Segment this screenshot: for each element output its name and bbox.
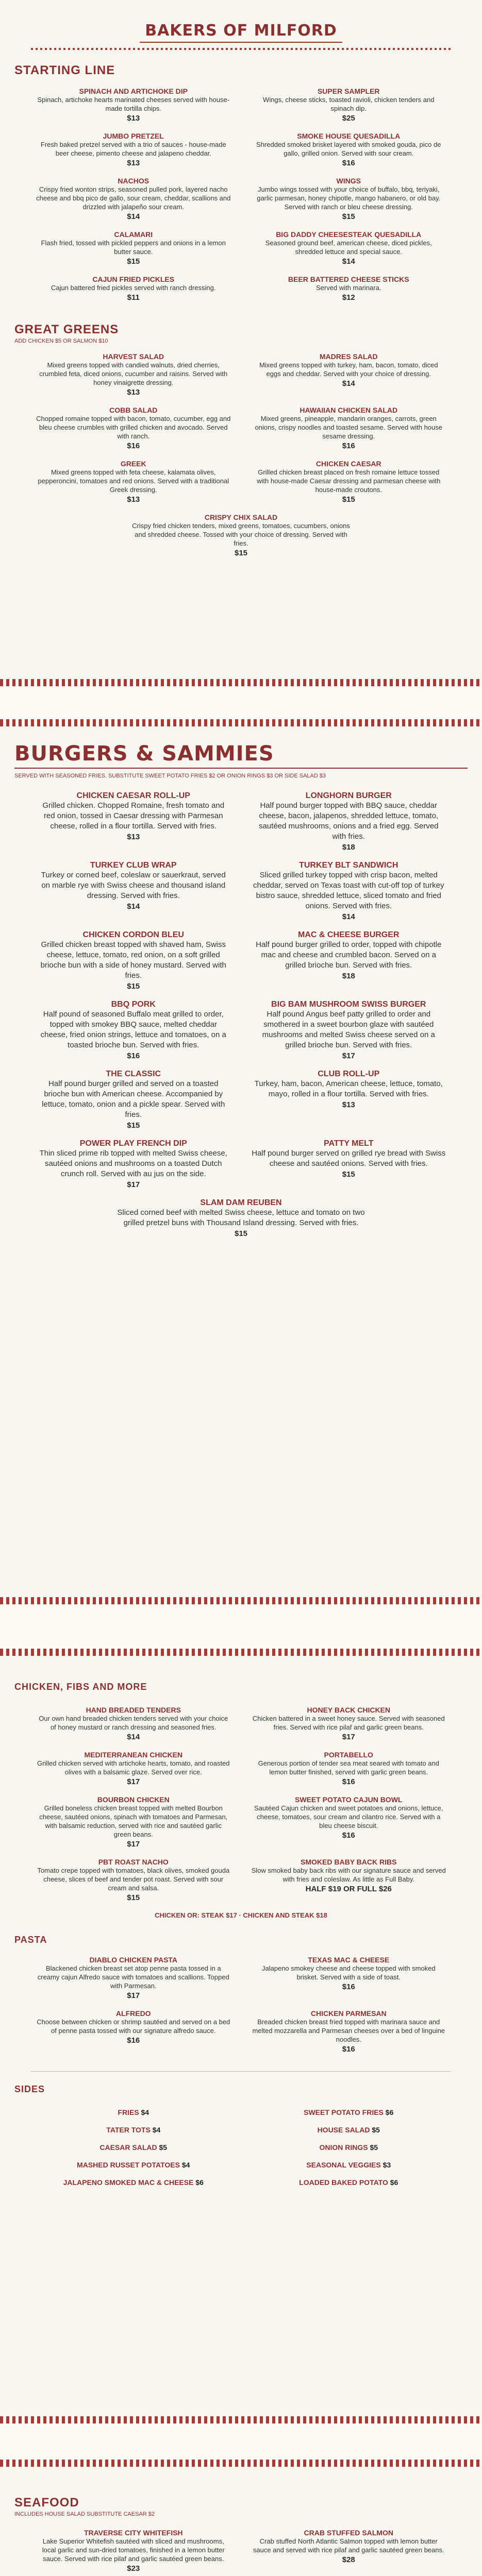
greens-note: ADD CHICKEN $5 OR SALMON $10 xyxy=(14,338,108,344)
menu-item: BEER BATTERED CHEESE STICKS Served with marinara. $12 xyxy=(288,275,409,302)
sides-title: SIDES xyxy=(14,2084,45,2094)
menu-item: POWER PLAY FRENCH DIP Thin sliced prime rib topped with melted Swiss cheese, sautéed onions and mushrooms on a toasted Dutch crunch roll. Served with au jus on the side. $17 xyxy=(39,1139,227,1189)
menu-item: GREEK Mixed greens topped with feta cheese, kalamata olives, pepperoncini, tomatoes and red onions. Served with a traditional Greek dressing. $13 xyxy=(38,460,229,504)
menu-item: WINGS Jumbo wings tossed with your choice of buffalo, bbq, teriyaki, garlic parmesan, honey chipotle, mango habanero, or old bay. Served with ranch or bleu cheese dressing. $15 xyxy=(257,177,441,221)
menu-item-center: SLAM DAM REUBEN Sliced corned beef with melted Swiss cheese, lettuce and tomato on two grilled pretzel buns with Thousand Island dressing. Served with fries. $15 xyxy=(117,1198,365,1238)
stripe-divider xyxy=(0,1597,482,1604)
menu-item: CAJUN FRIED PICKLES Cajun battered fried pickles served with ranch dressing. $11 xyxy=(51,275,216,302)
side-item: TATER TOTS $4 xyxy=(106,2126,161,2134)
greens-items xyxy=(0,352,482,513)
menu-item: MEDITERRANEAN CHICKEN Grilled chicken served with artichoke hearts, tomato, and roasted olives with a balsamic glaze. Served over rice. $17 xyxy=(37,1751,230,1786)
header-divider xyxy=(31,48,451,50)
menu-item: PORTABELLO Generous portion of tender sea meat seared with tomato and lemon butter finished, served with garlic green beans. $16 xyxy=(258,1751,439,1786)
menu-item: HONEY BACK CHICKEN Chicken battered in a sweet honey sauce. Served with seasoned fries. Served with rice pilaf and garlic green beans. $17 xyxy=(252,1706,445,1741)
menu-item: TEXAS MAC & CHEESE Jalapeno smokey cheese and cheese topped with smoked brisket. Served with a side of toast. $16 xyxy=(261,1956,436,1991)
menu-item: MADRES SALAD Mixed greens topped with turkey, ham, bacon, tomato, diced eggs and cheddar. Served with your choice of dressing. $14 xyxy=(259,352,438,388)
menu-item: TRAVERSE CITY WHITEFISH Lake Superior Whitefish sautéed with sliced and mushrooms, local garlic and sun-dried tomatoes, finished in a lemon butter sauce. Served with rice pilaf and garlic sautéed green beans. $23 xyxy=(42,2529,225,2573)
pasta-items xyxy=(0,1956,482,2063)
greens-title: GREAT GREENS xyxy=(14,323,119,336)
spacer xyxy=(0,1604,482,1649)
menu-item: SWEET POTATO CAJUN BOWL Sautéed Cajun chicken and sweet potatoes and onions, lettuce, cheese, tomatoes, sour cream and cilantro rice. Served with a bleu cheese biscuit. $16 xyxy=(254,1795,443,1840)
stripe-divider xyxy=(0,2460,482,2467)
menu-item: MAC & CHEESE BURGER Half pound burger grilled to order, topped with chipotle mac and cheese and crumbled bacon. Served on a grilled brioche bun. Served with fries. $18 xyxy=(256,930,442,980)
stripe-divider xyxy=(0,719,482,726)
side-item: FRIES $4 xyxy=(118,2108,149,2116)
menu-item: SMOKED BABY BACK RIBS Slow smoked baby back ribs with our signature sauce and served with fries and coleslaw. As little as Full Baby. HALF $19 OR FULL $26 xyxy=(251,1858,446,1893)
menu-item: HAWAIIAN CHICKEN SALAD Mixed greens, pineapple, mandarin oranges, carrots, green onions, crispy noodles and toasted sesame. Served with house sesame dressing. $16 xyxy=(255,406,442,450)
menu-item: SPINACH AND ARTICHOKE DIP Spinach, artichoke hearts marinated cheeses served with house-made tortilla chips. $13 xyxy=(37,87,230,123)
side-item: HOUSE SALAD $5 xyxy=(317,2126,380,2134)
menu-item: SUPER SAMPLER Wings, cheese sticks, toasted ravioli, chicken tenders and spinach dip. $25 xyxy=(263,87,435,123)
spacer xyxy=(0,686,482,719)
menu-item: DIABLO CHICKEN PASTA Blackened chicken breast set atop penne pasta tossed in a creamy cajun Alfredo sauce with tomatoes and scallions. Topped with Parmesan. $17 xyxy=(37,1956,229,2000)
menu-item: BOURBON CHICKEN Grilled boneless chicken breast topped with melted Bourbon cheese, sautéed onions, spinach with tomatoes and Parmesan, with balsamic reduction, served with rice and sautéed garlic green beans. $17 xyxy=(39,1795,228,1849)
sides-items xyxy=(0,2108,482,2196)
menu-item: COBB SALAD Chopped romaine topped with bacon, tomato, cucumber, egg and bleu cheese crumbles with grilled chicken and avocado. Served with ranch. $16 xyxy=(36,406,231,450)
menu-item: CHICKEN CAESAR ROLL-UP Grilled chicken. Chopped Romaine, fresh tomato and red onion, tossed in Caesar dressing with Parmesan cheese, rolled in a flour tortilla. Served with fries. $13 xyxy=(42,791,225,841)
menu-item: LONGHORN BURGER Half pound burger topped with BBQ sauce, cheddar cheese, bacon, jalapenos, shredded lettuce, tomato, sautéed mushrooms, onions and a fried egg. Served with fries. $18 xyxy=(258,791,439,852)
side-item: JALAPENO SMOKED MAC & CHEESE $6 xyxy=(63,2178,204,2187)
menu-item: HARVEST SALAD Mixed greens topped with candied walnuts, dried cherries, crumbled feta, diced onions, cucumber and raisins. Served with honey vinaigrette dressing. $13 xyxy=(39,352,228,397)
side-item: SEASONAL VEGGIES $3 xyxy=(306,2161,391,2169)
seafood-steak-section xyxy=(0,2467,482,2576)
menu-item: TURKEY BLT SANDWICH Sliced grilled turkey topped with crisp bacon, melted cheddar, served on Texas toast with cut-off top of turkey bistro sauce, shredded lettuce, sliced tomato and fried onions. Served with fries. $14 xyxy=(253,861,444,921)
menu-item: NACHOS Crispy fried wonton strips, seasoned pulled pork, layered nacho cheese and bbq pico de gallo, sour cream, cheddar, scallions and drizzled with jalapeño sour cream. $14 xyxy=(36,177,231,221)
menu-item: CALAMARI Flash fried, tossed with pickled peppers and onions in a lemon butter sauce. $15 xyxy=(41,230,226,266)
burgers-note: SERVED WITH SEASONED FRIES. SUBSTITUTE SWEET POTATO FRIES $2 OR ONION RINGS $3 OR SIDE SALAD $3 xyxy=(14,773,326,779)
menu-item: JUMBO PRETZEL Fresh baked pretzel served with a trio of sauces - house-made beer cheese, pimento cheese and jalapeno cheddar. $13 xyxy=(40,132,226,167)
menu-item: BBQ PORK Half pound of seasoned Buffalo meat grilled to order, topped with smokey BBQ sauce, melted cheddar cheese, fried onion strings, lettuce and tomatoes, on a toasted brioche bun. Served with fries. $16 xyxy=(40,1000,226,1060)
menu-item: SMOKE HOUSE QUESADILLA Shredded smoked brisket layered with smoked gouda, pico de gallo, grilled onion. Served with sour cream. $16 xyxy=(256,132,441,167)
menu-item: CRAB STUFFED SALMON Crab stuffed North Atlantic Salmon topped with lemon butter sauce and served with rice pilaf and garlic sautéed green beans. $28 xyxy=(253,2529,444,2564)
starting-items xyxy=(0,87,482,311)
menu-item-center: CRISPY CHIX SALAD Crispy fried chicken tenders, mixed greens, tomatoes, cucumbers, onions and shredded cheese. Tossed with your choice of dressing. Served with fries. $15 xyxy=(132,513,350,557)
menu-item: CHICKEN CORDON BLEU Grilled chicken breast topped with shaved ham, Swiss cheese, lettuce, tomato, red onion, on a soft grilled brioche bun with a side of honey mustard. Served with fries. $15 xyxy=(40,930,226,991)
chicken-notice: CHICKEN OR: STEAK $17 · CHICKEN AND STEAK $18 xyxy=(155,1911,327,1919)
side-item: LOADED BAKED POTATO $6 xyxy=(299,2178,398,2187)
side-item: MASHED RUSSET POTATOES $4 xyxy=(77,2161,190,2169)
menu-item: BIG BAM MUSHROOM SWISS BURGER Half pound Angus beef patty grilled to order and smothered in a sweet bourbon glaze with sautéed mushrooms and melted Swiss cheese served on a grilled brioche bun. Served with fries. $17 xyxy=(262,1000,435,1060)
burgers-underline xyxy=(14,768,468,769)
menu-item: PATTY MELT Half pound burger served on grilled rye bread with Swiss cheese and sautéed onions. Served with fries. $15 xyxy=(252,1139,446,1179)
seafood-items xyxy=(0,2529,482,2576)
pasta-title: PASTA xyxy=(14,1935,47,1945)
menu-item: PBT ROAST NACHO Tomato crepe topped with tomatoes, black olives, smoked gouda cheese, slices of beef and tender pot roast. Served with sour cream and salsa. $15 xyxy=(37,1858,230,1902)
seafood-title: SEAFOOD xyxy=(14,2496,79,2510)
starters-greens-section xyxy=(0,0,482,679)
restaurant-title: BAKERS OF MILFORD xyxy=(140,22,342,43)
burgers-section xyxy=(0,726,482,1597)
stripe-divider xyxy=(0,1649,482,1656)
menu-item: HAND BREADED TENDERS Our own hand breaded chicken tenders served with your choice of honey mustard or ranch dressing and seasoned fries. $14 xyxy=(39,1706,228,1741)
side-item: ONION RINGS $5 xyxy=(319,2143,378,2151)
burgers-title: BURGERS & SAMMIES xyxy=(14,742,274,766)
side-item: CAESAR SALAD $5 xyxy=(99,2143,168,2151)
menu-item: CHICKEN CAESAR Grilled chicken breast placed on fresh romaine lettuce tossed with house-made Caesar dressing and parmesan cheese with house-made croutons. $15 xyxy=(257,460,441,504)
spacer xyxy=(0,2424,482,2460)
sides-divider xyxy=(31,2071,451,2072)
stripe-divider xyxy=(0,679,482,686)
menu-item: CHICKEN PARMESAN Breaded chicken breast fried topped with marinara sauce and melted mozzarella and Parmesan cheeses over a bed of linguine noodles. $16 xyxy=(252,2009,445,2054)
menu-item: BIG DADDY CHEESESTEAK QUESADILLA Seasoned ground beef, american cheese, diced pickles, shredded lettuce and special sauce. $14 xyxy=(265,230,432,266)
starting-title: STARTING LINE xyxy=(14,63,115,77)
chicken-items xyxy=(0,1706,482,1911)
menu-item: TURKEY CLUB WRAP Turkey or corned beef, coleslaw or sauerkraut, served on marble rye with Swiss cheese and thousand island dressing. Served with fries. $14 xyxy=(41,861,226,911)
menu-item: ALFREDO Choose between chicken or shrimp sautéed and served on a bed of penne pasta tossed with our signature alfredo sauce. $16 xyxy=(37,2009,230,2045)
menu-item: THE CLASSIC Half pound burger grilled and served on a toasted brioche bun with American cheese. Accompanied by lettuce, tomato, onion and a pickle spear. Served with fries. $15 xyxy=(42,1070,225,1130)
stripe-divider xyxy=(0,2416,482,2424)
chicken-pasta-sides-section xyxy=(0,1656,482,2416)
side-item: SWEET POTATO FRIES $6 xyxy=(304,2108,394,2116)
chicken-title: CHICKEN, FIBS AND MORE xyxy=(14,1682,147,1692)
seafood-note: INCLUDES HOUSE SALAD SUBSTITUTE CAESAR $2 xyxy=(14,2511,155,2517)
menu-item: CLUB ROLL-UP Turkey, ham, bacon, American cheese, lettuce, tomato, mayo, rolled in a flour tortilla. Served with fries. $13 xyxy=(254,1070,443,1109)
burgers-items xyxy=(0,791,482,1198)
